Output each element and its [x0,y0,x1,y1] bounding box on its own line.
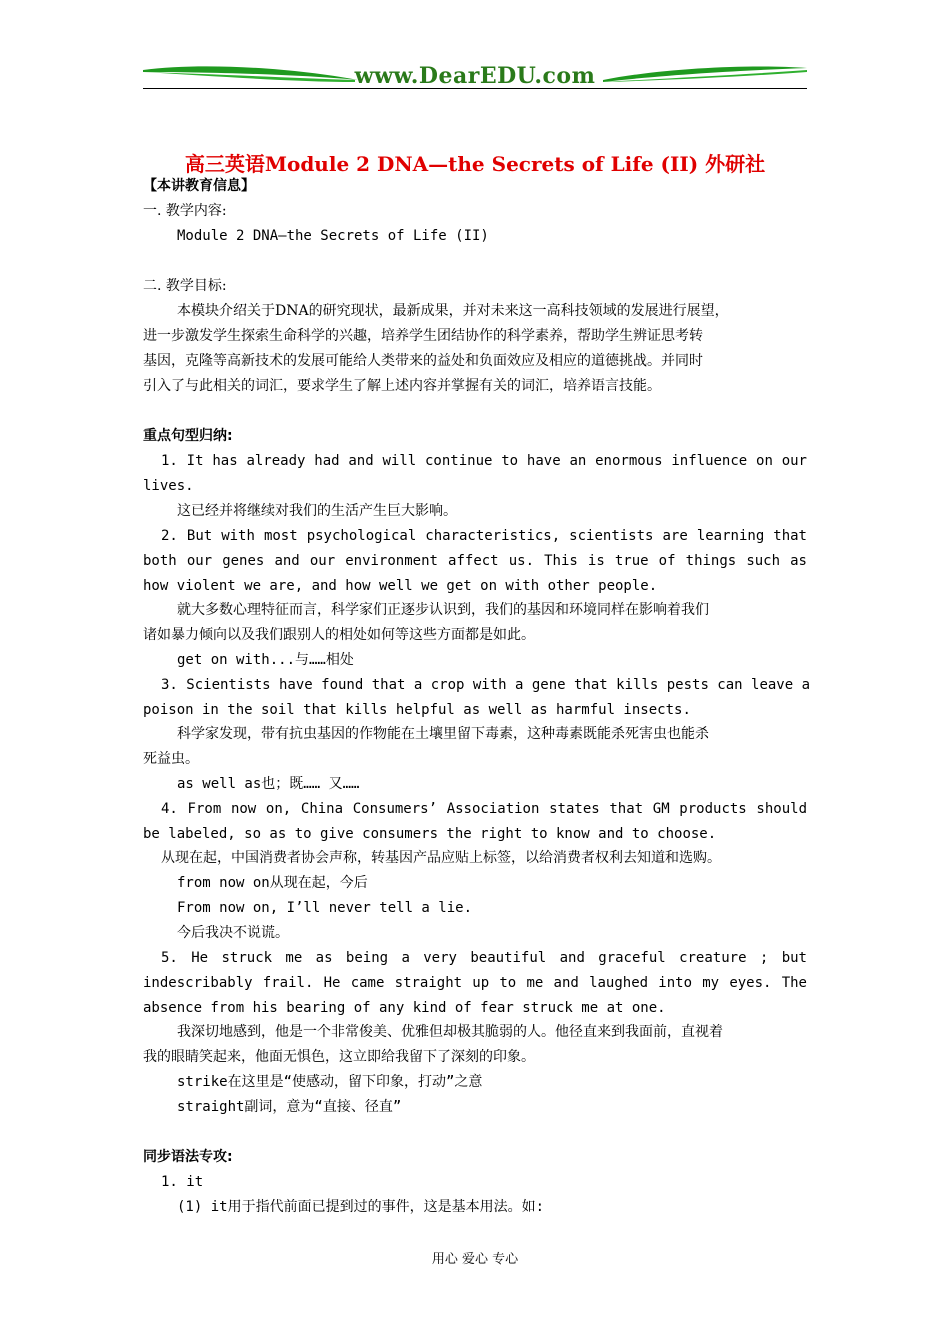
goals-line: 本模块介绍关于DNA的研究现状，最新成果，并对未来这一高科技领域的发展进行展望， [177,303,729,319]
sentence-5-zh: 我的眼睛笑起来，他面无惧色，这立即给我留下了深刻的印象。 [143,1049,535,1065]
grammar-heading: 同步语法专攻: [143,1149,233,1165]
content-text: Module 2 DNA—the Secrets of Life (II) [177,228,489,244]
sentence-4-note: from now on从现在起，今后 [177,875,368,891]
goals-label: 二. 教学目标: [143,278,227,294]
sentence-2-en: 2. But with most psychological characteristics, scientists are learning that [161,528,807,544]
sentence-1-zh: 这已经并将继续对我们的生活产生巨大影响。 [177,503,457,519]
goals-line: 引入了与此相关的词汇，要求学生了解上述内容并掌握有关的词汇，培养语言技能。 [143,378,661,394]
content-label: 一. 教学内容: [143,203,227,219]
site-logo-text: www.DearEDU.com [354,63,596,89]
section-heading: 【本讲教育信息】 [143,178,255,194]
sentence-5-en: indescribably frail. He came straight up to me and laughed into my eyes. The [143,975,807,991]
goals-line: 进一步激发学生探索生命科学的兴趣，培养学生团结协作的科学素养，帮助学生辨证思考转 [143,328,703,344]
sentence-5-en: 5. He struck me as being a very beautiful and graceful creature ; but [161,950,807,966]
sentence-4-zh: 从现在起，中国消费者协会声称，转基因产品应贴上标签，以给消费者权利去知道和选购。 [161,850,721,866]
sentence-5-en: absence from his bearing of any kind of fear struck me at one. [143,1000,666,1016]
sentence-5-zh: 我深切地感到，他是一个非常俊美、优雅但却极其脆弱的人。他径直来到我面前，直视着 [177,1024,723,1040]
sentence-4-example-zh: 今后我决不说谎。 [177,925,289,941]
sentence-3-note: as well as也；既…… 又…… [177,776,360,792]
sentence-3-en: 3. Scientists have found that a crop with a gene that kills pests can leave a [161,677,811,693]
key-sentences-heading: 重点句型归纳: [143,428,233,444]
sentence-2-en: both our genes and our environment affect us. This is true of things such as [143,553,807,569]
sentence-5-note: straight副词，意为“直接、径直” [177,1099,402,1115]
sentence-1-en: 1. It has already had and will continue to have an enormous influence on our [161,453,807,469]
sentence-2-en: how violent we are, and how well we get on with other people. [143,578,658,594]
sentence-4-example-en: From now on, I’ll never tell a lie. [177,900,473,916]
goals-line: 基因，克隆等高新技术的发展可能给人类带来的益处和负面效应及相应的道德挑战。并同时 [143,353,703,369]
header-divider [143,88,807,89]
sentence-3-zh: 科学家发现，带有抗虫基因的作物能在土壤里留下毒素，这种毒素既能杀死害虫也能杀 [177,726,709,742]
sentence-4-en: be labeled, so as to give consumers the right to know and to choose. [143,826,717,842]
sentence-2-note: get on with...与……相处 [177,652,354,668]
page-footer: 用心 爱心 专心 [431,1252,519,1267]
grammar-item: 1. it [161,1174,204,1190]
sentence-5-note: strike在这里是“使感动，留下印象，打动”之意 [177,1074,483,1090]
grammar-sub-item: (1) it用于指代前面已提到过的事件，这是基本用法。如: [177,1199,544,1215]
sentence-4-en: 4. From now on, China Consumers’ Association states that GM products should [161,801,807,817]
sentence-3-zh: 死益虫。 [143,751,199,767]
sentence-2-zh: 就大多数心理特征而言，科学家们正逐步认识到，我们的基因和环境同样在影响着我们 [177,602,709,618]
sentence-2-zh: 诸如暴力倾向以及我们跟别人的相处如何等这些方面都是如此。 [143,627,535,643]
document-title: 高三英语Module 2 DNA—the Secrets of Life (II) 外研社 [184,152,766,176]
sentence-3-en: poison in the soil that kills helpful as well as harmful insects. [143,702,691,718]
sentence-1-en: lives. [143,478,194,494]
